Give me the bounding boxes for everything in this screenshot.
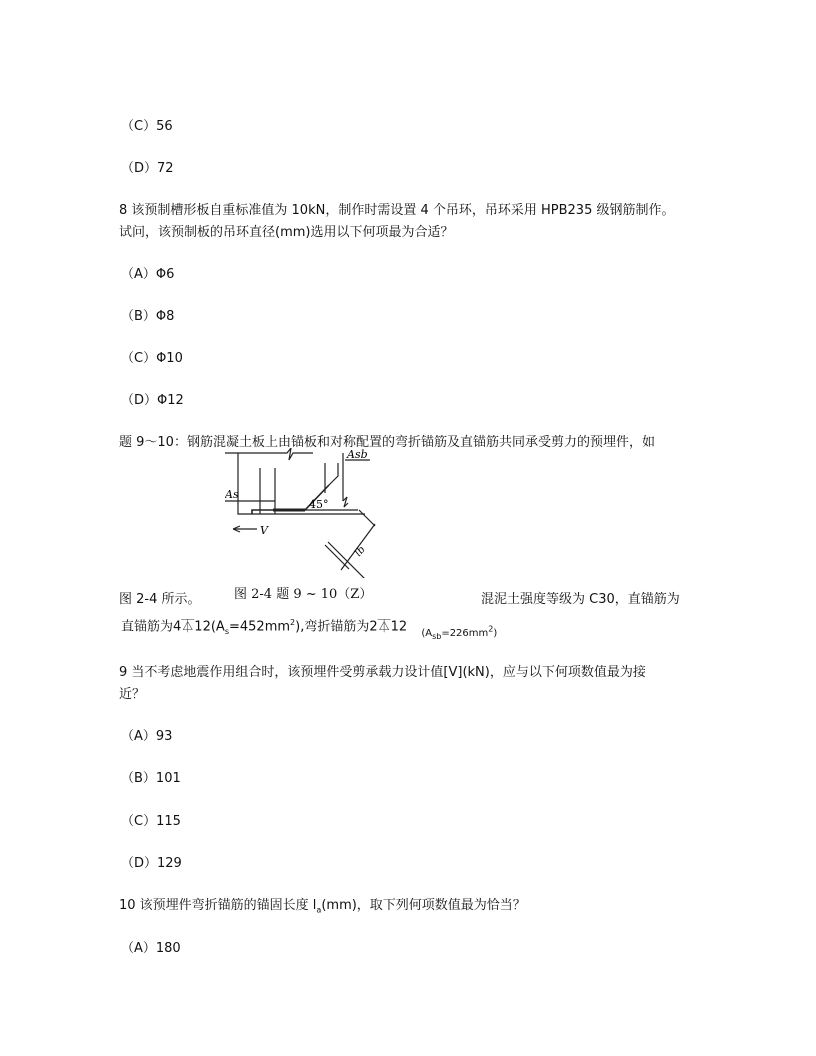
asb-spec (421, 625, 498, 642)
figure-caption: 图 2-4 题 9 ~ 10（Z） (234, 587, 373, 602)
q7-option-c: （C）56 (121, 119, 173, 134)
embedded-part-figure (225, 448, 395, 578)
q9-10-intro: 题 9～10：钢筋混凝土板上由锚板和对称配置的弯折锚筋及直锚筋共同承受剪力的预埋件，如 (119, 435, 655, 450)
label-angle: 45° (309, 498, 329, 511)
rebar-sub: s (224, 626, 229, 636)
q9-option-d: （D）129 (121, 856, 182, 871)
label-as: As (225, 488, 239, 501)
asb-sub: sb (432, 632, 442, 642)
q9-text-line2: 近？ (119, 687, 146, 702)
q10-text-a: 10 该预埋件弯折锚筋的锚固长度 l (119, 898, 317, 913)
rebar-text: =452mm (228, 619, 291, 635)
rebar-text: ),弯折锚筋为2 (295, 619, 378, 635)
rebar-spec (121, 615, 497, 640)
q8-option-b: （B）Φ8 (121, 309, 175, 324)
rebar-text: 12(A (194, 619, 225, 635)
q8-text-line1: 8 该预制槽形板自重标准值为 10kN，制作时需设置 4 个吊环，吊环采用 HPB235 级钢筋制作。 (119, 203, 675, 218)
asb-text: ) (493, 628, 498, 640)
label-asb: Asb (347, 448, 368, 461)
q9-text-line1: 9 当不考虑地震作用组合时，该预埋件受剪承载力设计值[V](kN)，应与以下何项数值最为接 (119, 665, 646, 680)
rebar-sup: 2 (290, 618, 296, 627)
q8-text-line2: 试问，该预制板的吊环直径(mm)选用以下何项最为合适？ (119, 225, 454, 240)
rebar-text: 直锚筋为4 (121, 619, 182, 635)
q9-option-c: （C）115 (121, 814, 181, 829)
q7-option-d: （D）72 (121, 161, 174, 176)
q10-sub: a (316, 905, 322, 915)
rebar-grade-symbol: ⏄ (181, 619, 195, 635)
concrete-grade: 混泥土强度等级为 C30，直锚筋为 (481, 592, 680, 607)
q8-option-d: （D）Φ12 (121, 393, 184, 408)
asb-sup: 2 (488, 625, 494, 634)
rebar-grade-symbol: ⏄ (377, 619, 391, 635)
q10-text (119, 898, 526, 919)
q9-option-b: （B）101 (121, 771, 181, 786)
q10-option-a: （A）180 (121, 941, 181, 956)
q8-option-c: （C）Φ10 (121, 351, 183, 366)
label-v: V (260, 524, 268, 537)
asb-text: (A (421, 628, 433, 640)
rebar-text: 12 (390, 619, 408, 635)
q9-option-a: （A）93 (121, 729, 173, 744)
asb-text: =226mm (441, 628, 489, 640)
label-lb: lb (353, 544, 368, 559)
q8-option-a: （A）Φ6 (121, 267, 175, 282)
q9-10-intro-cont: 图 2-4 所示。 (119, 592, 201, 607)
q10-text-b: (mm)，取下列何项数值最为恰当？ (321, 898, 526, 913)
